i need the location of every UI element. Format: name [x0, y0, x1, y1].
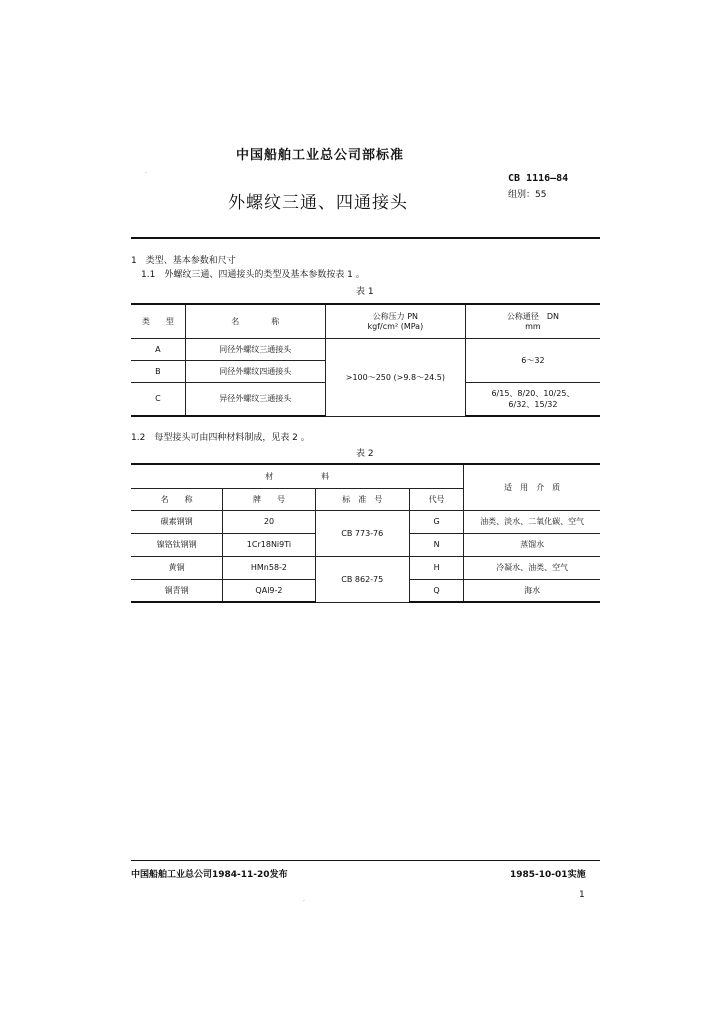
scan-speck: ·: [303, 898, 305, 905]
t1-diameter-c-l2: 6/32、15/32: [508, 399, 558, 409]
scan-speck: ·: [145, 170, 147, 177]
t2-standard-b: CB 862-75: [315, 556, 409, 602]
standard-code: CB 1116—84: [508, 173, 569, 184]
t1-name-a: 同径外螺纹三通接头: [185, 338, 325, 360]
t2-header-code: 代号: [409, 488, 463, 510]
t2-medium-0: 油类、淡水、二氧化碳、空气: [464, 510, 600, 533]
header-rule: [131, 237, 600, 239]
t1-diameter-c: [465, 382, 600, 416]
t1-diameter-ab: 6～32: [465, 338, 600, 382]
table-2-header-row: [131, 464, 600, 488]
t1-diameter-c-l1: 6/15、8/20、10/25、: [491, 388, 575, 398]
t2-name-0: 碳素钢钢: [131, 510, 223, 533]
t2-medium-1: 蒸馏水: [464, 533, 600, 556]
t2-name-3: 铜青钢: [131, 579, 223, 602]
t2-name-2: 黄铜: [131, 556, 223, 579]
table-row: [131, 510, 600, 533]
t2-code-1: N: [409, 533, 463, 556]
t2-standard-a: CB 773-76: [315, 510, 409, 556]
t1-header-diameter-l1: 公称通径 DN: [506, 312, 560, 322]
table-row: [131, 338, 600, 360]
document-title: 外螺纹三通、四通接头: [228, 193, 408, 213]
t1-header-name: 名 称: [185, 304, 325, 338]
effective-date: 1985-10-01实施: [510, 870, 586, 880]
table-1: [131, 303, 600, 417]
table-1-caption: 表 1: [356, 287, 374, 297]
t2-header-medium: 适 用 介 质: [464, 464, 600, 510]
t1-type-b: B: [131, 360, 185, 382]
table-2: [131, 463, 600, 603]
t2-medium-2: 冷凝水、油类、空气: [464, 556, 600, 579]
t1-header-pressure-l1: 公称压力 PN: [372, 312, 419, 322]
table-2-caption: 表 2: [356, 449, 374, 459]
t2-header-grade: 牌 号: [223, 488, 315, 510]
t2-code-3: Q: [409, 579, 463, 602]
t1-header-pressure-l2: kgf/cm² (MPa): [367, 322, 424, 332]
footer-rule: [131, 860, 600, 861]
t2-name-1: 镍铬钛钢钢: [131, 533, 223, 556]
issue-date: 中国船舶工业总公司1984-11-20发布: [131, 870, 288, 880]
t2-code-2: H: [409, 556, 463, 579]
t2-grade-0: 20: [223, 510, 315, 533]
issuing-organization: 中国船舶工业总公司部标准: [236, 148, 405, 163]
t2-header-material: 材 料: [131, 464, 464, 488]
t1-type-c: C: [131, 382, 185, 416]
table-row: [131, 556, 600, 579]
section-1-2-text: 1.2 每型接头可由四种材料制成，见表 2 。: [131, 433, 310, 443]
t1-header-pressure: [325, 304, 465, 338]
t1-header-type: 类 型: [131, 304, 185, 338]
t1-header-diameter-l2: mm: [525, 322, 541, 332]
t2-header-name: 名 称: [131, 488, 223, 510]
t2-grade-3: QAl9-2: [223, 579, 315, 602]
section-1-heading: 1 类型、基本参数和尺寸: [131, 256, 236, 266]
t2-grade-2: HMn58-2: [223, 556, 315, 579]
section-1-1-text: 1.1 外螺纹三通、四通接头的类型及基本参数按表 1 。: [141, 270, 365, 280]
t2-header-standard: 标 准 号: [315, 488, 409, 510]
t2-medium-3: 海水: [464, 579, 600, 602]
t2-code-0: G: [409, 510, 463, 533]
t1-header-diameter: [465, 304, 600, 338]
t1-type-a: A: [131, 338, 185, 360]
t1-name-b: 同径外螺纹四通接头: [185, 360, 325, 382]
group-number: 组别：55: [508, 190, 547, 200]
t1-pressure-value: >100～250 (>9.8～24.5): [325, 338, 465, 416]
t2-grade-1: 1Cr18Ni9Ti: [223, 533, 315, 556]
page-number: 1: [579, 890, 585, 900]
table-1-header-row: [131, 304, 600, 338]
t1-name-c: 异径外螺纹三通接头: [185, 382, 325, 416]
